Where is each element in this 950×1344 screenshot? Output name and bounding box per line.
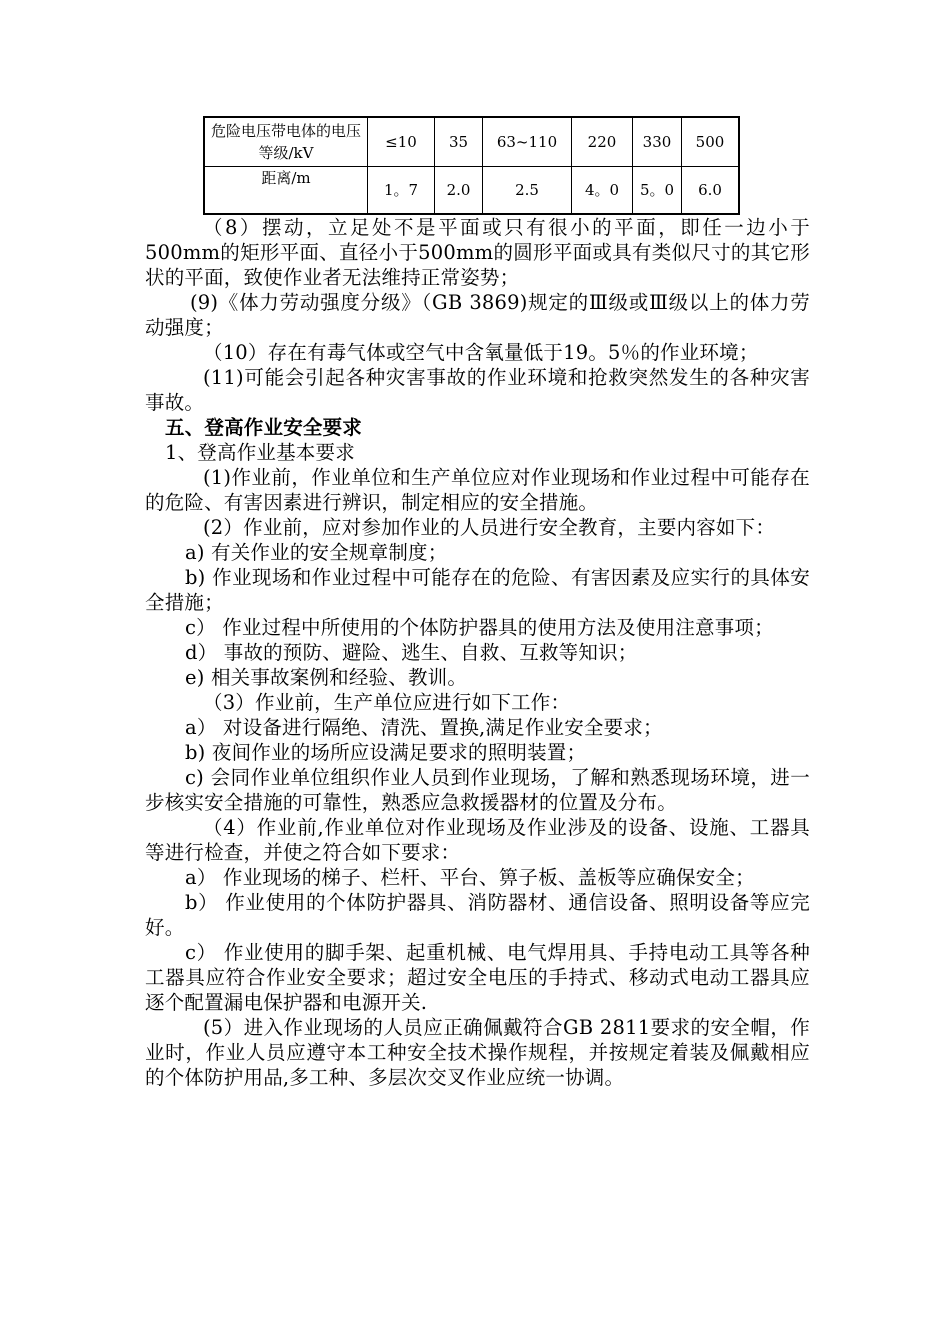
table-cell: 6.0 [682,167,740,215]
list-item: d） 事故的预防、避险、逃生、自救、互救等知识； [185,641,638,664]
table-row-label: 距离/m [204,167,368,215]
table-cell: 1。7 [368,167,435,215]
voltage-distance-table [203,116,740,215]
document-page [145,116,810,1090]
table-header-label: 危险电压带电体的电压等级/kV [204,117,368,167]
list-item: a) 有关作业的安全规章制度； [185,541,448,564]
table-cell: 2.0 [435,167,483,215]
paragraph-2: (2）作业前，应对参加作业的人员进行安全教育，主要内容如下： [203,516,776,539]
table-cell: 5。0 [633,167,682,215]
table-cell: ≤10 [368,117,435,167]
list-item: b） 作业使用的个体防护器具、消防器材、通信设备、照明设备等应完好。 [145,891,810,939]
list-item: c) 会同作业单位组织作业人员到作业现场，了解和熟悉现场环境，进一步核实安全措施的可靠性，熟悉应急救援器材的位置及分布。 [145,766,810,814]
table-cell: 63~110 [483,117,572,167]
table-row [204,167,739,215]
table-cell: 4。0 [572,167,633,215]
table-cell: 330 [633,117,682,167]
list-item: a） 作业现场的梯子、栏杆、平台、箅子板、盖板等应确保安全； [185,866,755,889]
paragraph-1: (1)作业前，作业单位和生产单位应对作业现场和作业过程中可能存在的危险、有害因素进行辨识，制定相应的安全措施。 [145,466,810,514]
paragraph-3: （3）作业前，生产单位应进行如下工作： [203,691,571,714]
list-item: b) 夜间作业的场所应设满足要求的照明装置； [185,741,587,764]
table-cell: 2.5 [483,167,572,215]
paragraph-item-9: (9)《体力劳动强度分级》（GB 3869)规定的Ⅲ级或Ⅲ级以上的体力劳动强度； [145,291,810,339]
table-cell: 220 [572,117,633,167]
paragraph-4: （4）作业前,作业单位对作业现场及作业涉及的设备、设施、工器具等进行检查，并使之符合如下要求： [145,816,810,864]
section-title: 五、登高作业安全要求 [165,416,363,439]
table-row [204,117,739,167]
list-item: b) 作业现场和作业过程中可能存在的危险、有害因素及应实行的具体安全措施； [145,566,810,614]
paragraph-item-10: （10）存在有毒气体或空气中含氧量低于19。5％的作业环境； [203,341,759,364]
table-cell: 35 [435,117,483,167]
paragraph-5: (5）进入作业现场的人员应正确佩戴符合GB 2811要求的安全帽，作业时，作业人员应遵守本工种安全技术操作规程，并按规定着装及佩戴相应的个体防护用品,多工种、多层次交叉作业应统一协调。 [145,1016,810,1089]
paragraph-item-8: （8）摆动，立足处不是平面或只有很小的平面，即任一边小于500mm的矩形平面、直径小于500mm的圆形平面或具有类似尺寸的其它形状的平面，致使作业者无法维持正常姿势； [145,216,810,289]
list-item: c） 作业过程中所使用的个体防护器具的使用方法及使用注意事项； [185,616,774,639]
subsection-title: 1、登高作业基本要求 [165,441,355,464]
paragraph-item-11: (11)可能会引起各种灾害事故的作业环境和抢救突然发生的各种灾害事故。 [145,366,810,414]
table-cell: 500 [682,117,740,167]
list-item: c） 作业使用的脚手架、起重机械、电气焊用具、手持电动工具等各种工器具应符合作业安全要求；超过安全电压的手持式、移动式电动工器具应逐个配置漏电保护器和电源开关. [145,941,810,1014]
list-item: e) 相关事故案例和经验、教训。 [185,666,468,689]
list-item: a） 对设备进行隔绝、清洗、置换,满足作业安全要求； [185,716,663,739]
